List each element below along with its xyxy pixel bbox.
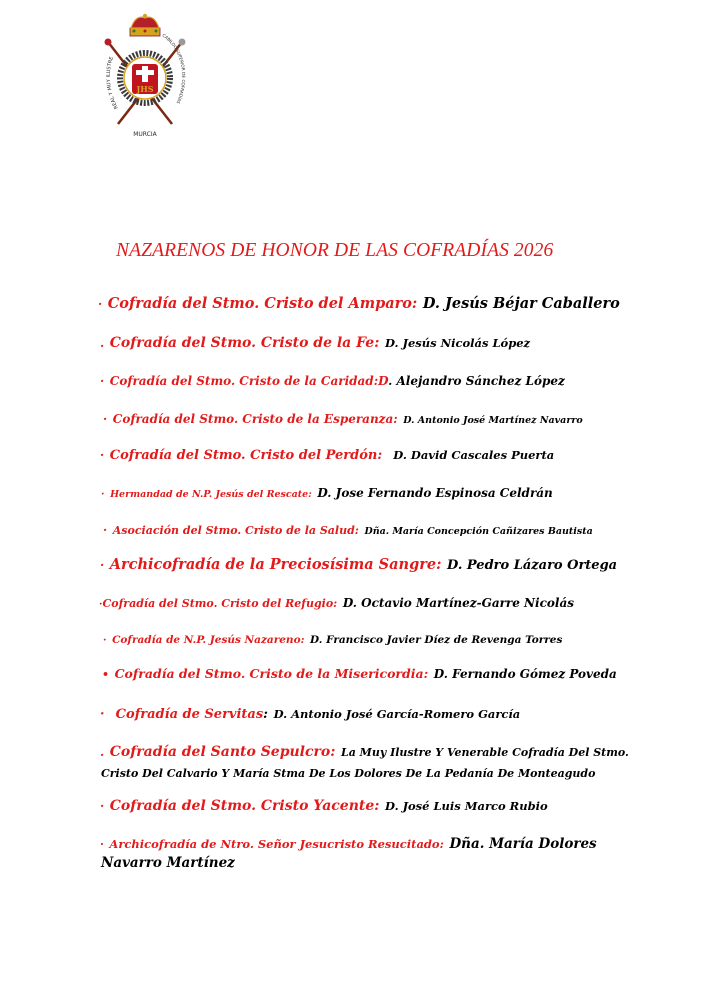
honoree-name-prefix: D (378, 374, 389, 388)
honoree-name: D. Jesús Nicolás López (384, 336, 531, 350)
honoree-name: D. Fernando Gómez Poveda (433, 667, 617, 681)
honoree-name: Dña. María Concepción Cañizares Bautista (364, 526, 593, 537)
entry-bullet: · (100, 558, 105, 572)
entry-bullet: . (100, 336, 105, 350)
honoree-entry (98, 293, 620, 312)
colon: : (263, 707, 268, 722)
honoree-entry (100, 370, 565, 389)
honoree-name: D. David Cascales Puerta (393, 448, 555, 462)
entry-bullet: · (101, 489, 105, 500)
entry-bullet: · (103, 635, 107, 646)
cofradia-name: Cofradía del Stmo. Cristo del Amparo: (107, 295, 418, 312)
honoree-name: La Muy Ilustre Y Venerable Cofradía Del Stmo. (340, 746, 629, 759)
cofradia-name: Cofradía de N.P. Jesús Nazareno: (112, 634, 305, 646)
honoree-entry-continuation (101, 762, 595, 781)
entry-bullet: · (100, 374, 105, 388)
honoree-entry (103, 408, 583, 427)
honoree-entry (100, 554, 617, 574)
honoree-entry (101, 482, 553, 501)
honoree-name: D. Pedro Lázaro Ortega (447, 558, 618, 573)
honoree-name: D. Jesús Béjar Caballero (422, 295, 620, 312)
page-title: NAZARENOS DE HONOR DE LAS COFRADÍAS 2026 (116, 240, 554, 261)
logo-monogram: JHS (136, 84, 154, 94)
logo-top-text: REAL Y MUY ILUSTRE (105, 56, 120, 110)
entry-bullet: · (100, 838, 104, 851)
honoree-entry (100, 833, 597, 852)
entry-bullet: · (99, 599, 103, 610)
honoree-name: D. Jose Fernando Espinosa Celdrán (317, 486, 553, 500)
honoree-name: D. José Luis Marco Rubio (385, 799, 548, 813)
honoree-entry (102, 663, 617, 682)
cross-shield-icon (132, 64, 158, 94)
logo-bottom-text: MURCIA (133, 131, 157, 138)
entry-bullet: · (100, 448, 105, 462)
cofradia-name: Cofradía del Stmo. Cristo de la Misericordia: (114, 666, 429, 681)
honoree-entry (103, 628, 562, 647)
cofradia-name: Asociación del Stmo. Cristo de la Salud: (112, 524, 359, 537)
honoree-name: D. Antonio José Martínez Navarro (403, 415, 583, 426)
honoree-name: . Alejandro Sánchez López (388, 374, 565, 388)
cofradia-name: Cofradía del Stmo. Cristo del Perdón: (109, 448, 383, 463)
cofradia-name: Cofradía del Stmo. Cristo de la Fe: (109, 335, 380, 351)
honoree-entry (100, 741, 629, 761)
cofradia-name: Cofradía del Santo Sepulcro: (109, 744, 336, 760)
crown-icon (130, 14, 160, 36)
svg-text:REAL Y MUY ILUSTRE (106, 56, 120, 110)
cofradia-name: Hermandad de N.P. Jesús del Rescate: (110, 489, 312, 500)
logo-right-text: CABILDO SUPERIOR DE COFRADÍAS (161, 32, 187, 105)
honoree-entry (103, 519, 593, 538)
honoree-entry-continuation (101, 852, 235, 871)
cofradia-name: Archicofradía de Ntro. Señor Jesucristo Resucitado: (109, 837, 444, 851)
entry-bullet: · (98, 297, 103, 311)
entry-bullet: · (103, 523, 108, 537)
entry-bullet: · (100, 707, 105, 722)
honoree-entry (100, 444, 554, 464)
honoree-entry (100, 795, 548, 815)
cofradia-name: Cofradía del Stmo. Cristo de la Caridad: (109, 374, 379, 388)
honoree-entry (100, 703, 520, 723)
cofradia-name: Archicofradía de la Preciosísima Sangre: (109, 556, 442, 573)
honoree-name: D. Francisco Javier Díez de Revenga Torres (310, 634, 563, 646)
entry-bullet: · (100, 799, 105, 813)
cofradia-name: Cofradía de Servitas (115, 707, 264, 722)
honoree-name-line2: Cristo Del Calvario Y María Stma De Los Dolores De La Pedanía De Monteagudo (101, 767, 596, 780)
honoree-name-line2: Navarro Martínez (101, 855, 235, 871)
cofradia-name: Cofradía del Stmo. Cristo de la Esperanza: (112, 412, 398, 426)
cofradias-emblem-logo (100, 12, 190, 142)
cofradia-name: Cofradía del Stmo. Cristo Yacente: (109, 798, 380, 814)
honoree-name: D. Octavio Martínez-Garre Nicolás (342, 596, 574, 610)
honoree-entry (99, 592, 574, 611)
entry-bullet: . (100, 745, 105, 759)
honoree-entry (100, 332, 530, 352)
honoree-name: D. Antonio José García-Romero García (273, 707, 521, 721)
honoree-name: Dña. María Dolores (449, 836, 597, 852)
entry-bullet: • (102, 668, 110, 681)
cofradia-name: Cofradía del Stmo. Cristo del Refugio: (102, 597, 338, 610)
entry-bullet: · (103, 412, 108, 426)
